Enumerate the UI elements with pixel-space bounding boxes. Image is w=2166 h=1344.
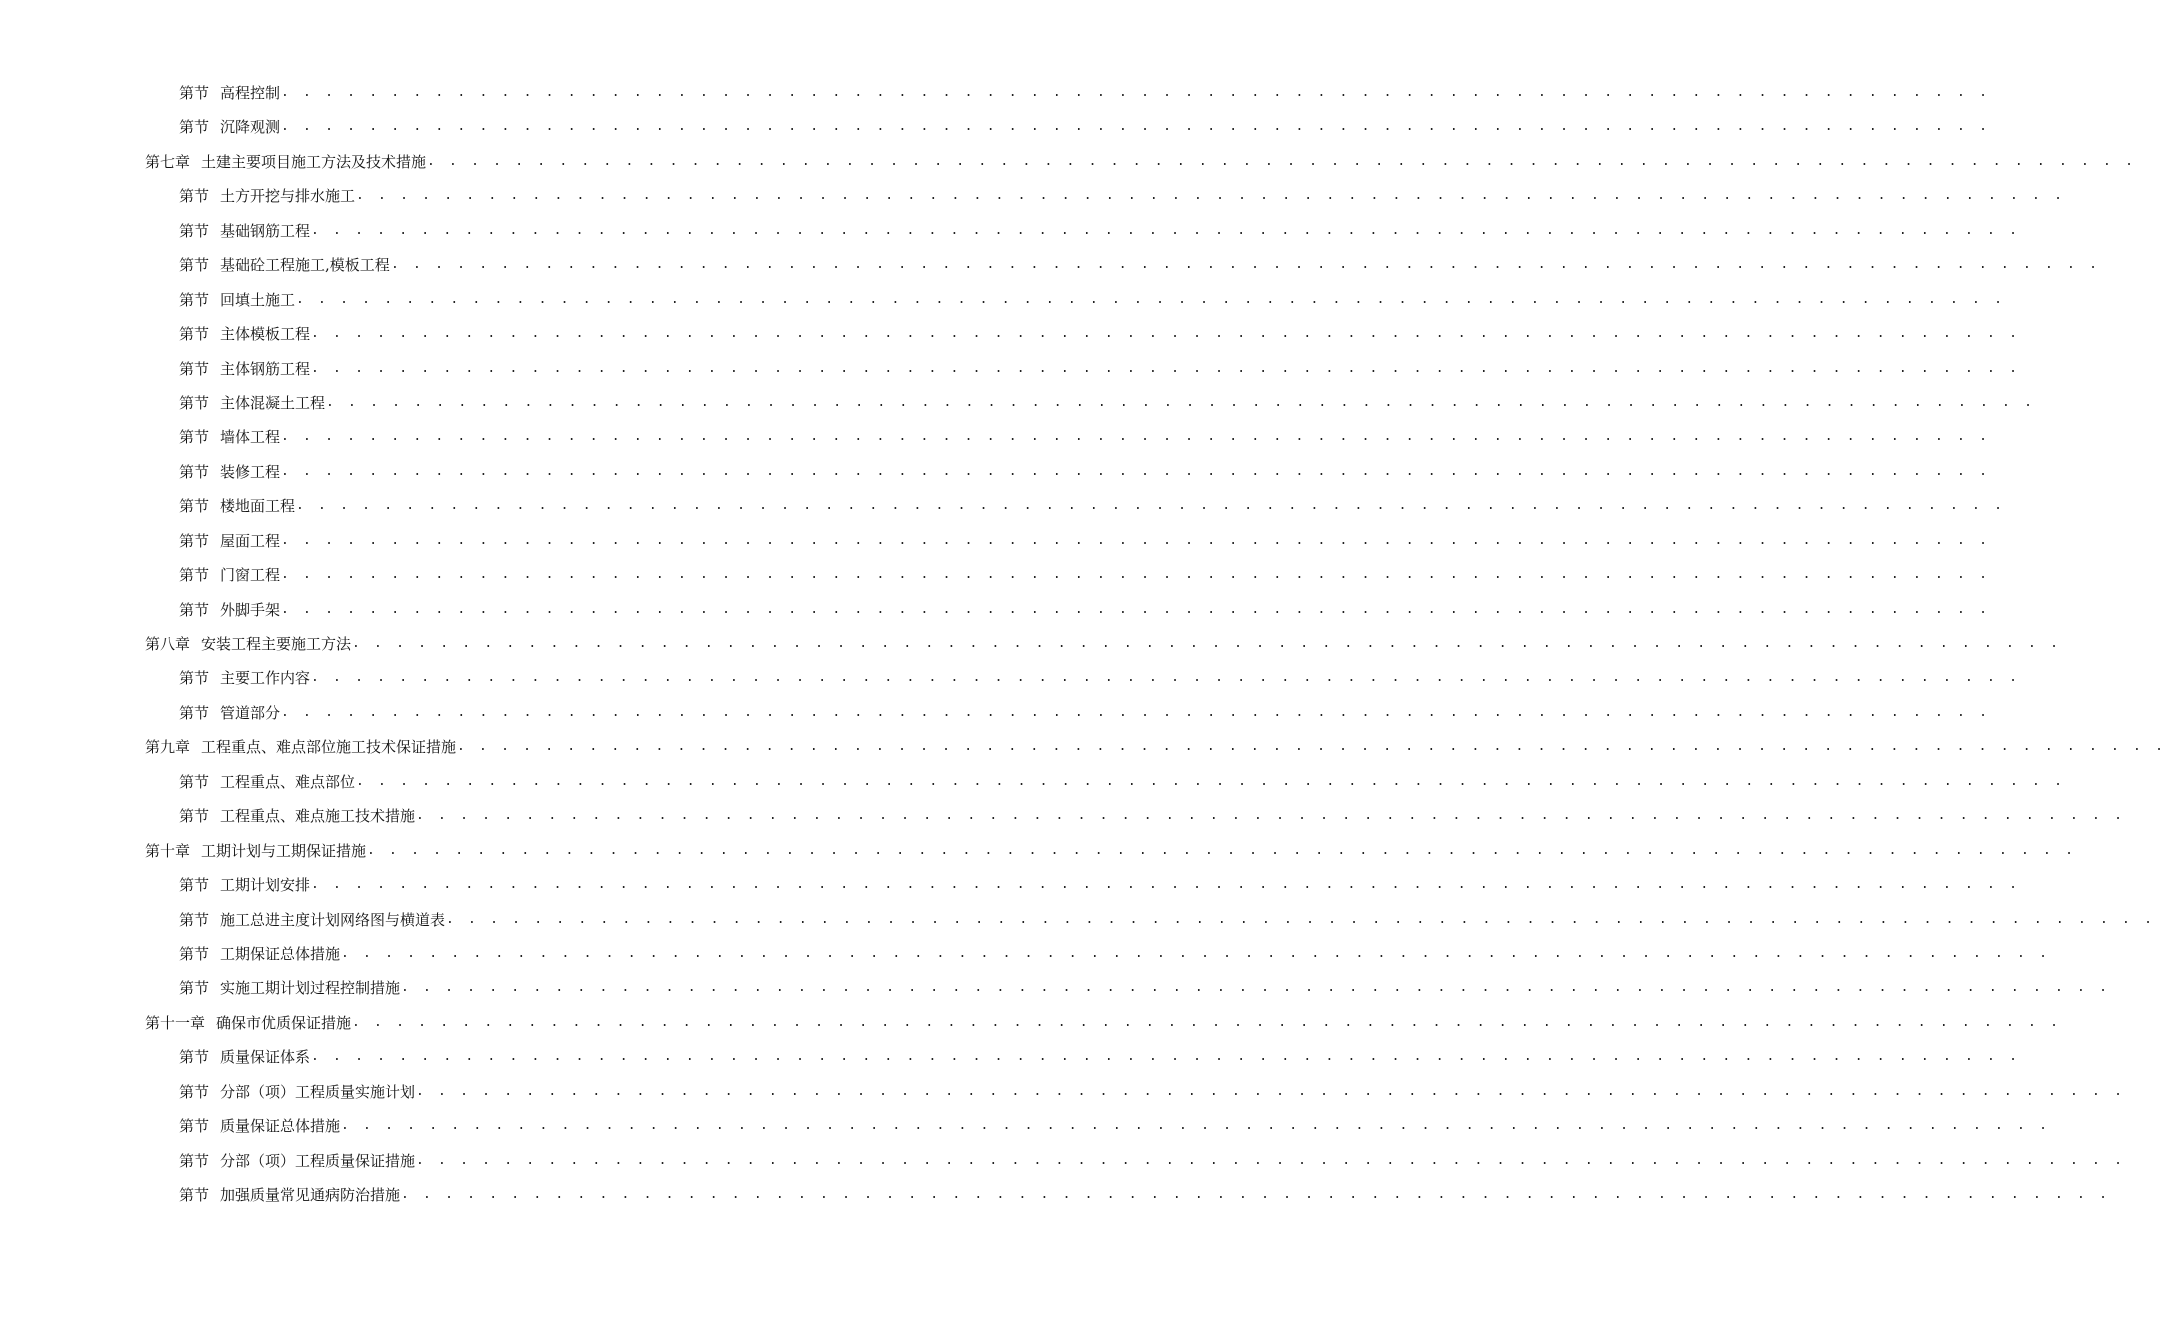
toc-section-entry xyxy=(0,489,2006,523)
toc-section-entry xyxy=(0,868,2021,902)
toc-entry-number: 第节 xyxy=(179,876,210,895)
dot-leader: . . . . . . . . . . . . . . . . . . . . . . . . . . . . . . . . . . . . . . . . . . . . . . . . . . . . . . . . . . . . . . . . . . . . . . . . . . . . . . xyxy=(281,429,1991,445)
toc-entry-text xyxy=(179,1040,311,1074)
toc-entry-text xyxy=(179,76,281,110)
dot-leader: . . . . . . . . . . . . . . . . . . . . . . . . . . . . . . . . . . . . . . . . . . . . . . . . . . . . . . . . . . . . . . . . . . . . . . . . . . . . . . xyxy=(311,222,2021,238)
toc-entry-text xyxy=(179,765,356,799)
toc-entry-number: 第节 xyxy=(179,703,210,722)
toc-entry-text xyxy=(179,386,326,420)
dot-leader: . . . . . . . . . . . . . . . . . . . . . . . . . . . . . . . . . . . . . . . . . . . . . . . . . . . . . . . . . . . . . . . . . . . . . . . . . . . . . . xyxy=(401,1187,2111,1202)
dot-leader: . . . . . . . . . . . . . . . . . . . . . . . . . . . . . . . . . . . . . . . . . . . . . . . . . . . . . . . . . . . . . . . . . . . . . . . . . . . . . . xyxy=(311,326,2021,342)
toc-entry-number: 第节 xyxy=(179,325,210,344)
toc-entry-title: 屋面工程 xyxy=(220,531,281,550)
dot-leader: . . . . . . . . . . . . . . . . . . . . . . . . . . . . . . . . . . . . . . . . . . . . . . . . . . . . . . . . . . . . . . . . . . . . . . . . . . . . . . xyxy=(311,360,2021,376)
toc-entry-title: 门窗工程 xyxy=(220,566,281,585)
toc-entry-text xyxy=(179,937,341,971)
toc-entry-title: 确保市优质保证措施 xyxy=(216,1013,352,1032)
dot-leader: . . . . . . . . . . . . . . . . . . . . . . . . . . . . . . . . . . . . . . . . . . . . . . . . . . . . . . . . . . . . . . . . . . . . . . . . . . . . . . xyxy=(367,842,2077,858)
toc-entry-title: 分部（项）工程质量实施计划 xyxy=(220,1082,416,1101)
toc-entry-title: 主体混凝土工程 xyxy=(220,393,326,412)
toc-entry-number: 第十一章 xyxy=(145,1013,206,1032)
dot-leader: . . . . . . . . . . . . . . . . . . . . . . . . . . . . . . . . . . . . . . . . . . . . . . . . . . . . . . . . . . . . . . . . . . . . . . . . . . . . . . xyxy=(356,188,2066,204)
toc-entry-text xyxy=(179,1178,401,1212)
toc-entry-text xyxy=(179,971,401,1005)
toc-entry-title: 实施工期计划过程控制措施 xyxy=(220,979,401,998)
toc-entry-title: 基础钢筋工程 xyxy=(220,221,311,240)
toc-entry-number: 第节 xyxy=(179,1082,210,1101)
toc-entry-number: 第节 xyxy=(179,772,210,791)
toc-entry-title: 管道部分 xyxy=(220,703,281,722)
toc-entry-title: 土建主要项目施工方法及技术措施 xyxy=(201,152,427,171)
toc-chapter-entry xyxy=(0,627,2062,661)
toc-entry-title: 安装工程主要施工方法 xyxy=(201,635,352,653)
toc-entry-title: 施工总进主度计划网络图与横道表 xyxy=(220,910,446,929)
toc-section-entry xyxy=(0,420,1991,454)
toc-entry-title: 主要工作内容 xyxy=(220,669,311,688)
toc-entry-text xyxy=(145,730,457,764)
toc-section-entry xyxy=(0,352,2021,386)
toc-entry-number: 第节 xyxy=(179,807,210,826)
toc-entry-text xyxy=(179,110,281,144)
toc-entry-number: 第节 xyxy=(179,118,210,137)
toc-chapter-entry xyxy=(0,145,2137,179)
toc-entry-title: 墙体工程 xyxy=(220,428,281,447)
dot-leader: . . . . . . . . . . . . . . . . . . . . . . . . . . . . . . . . . . . . . . . . . . . . . . . . . . . . . . . . . . . . . . . . . . . . . . . . . . . . . . xyxy=(326,394,2036,410)
toc-chapter-entry xyxy=(0,1006,2062,1040)
toc-entry-text xyxy=(179,489,296,523)
toc-entry-number: 第节 xyxy=(179,944,210,963)
toc-entry-text xyxy=(179,1109,341,1143)
dot-leader: . . . . . . . . . . . . . . . . . . . . . . . . . . . . . . . . . . . . . . . . . . . . . . . . . . . . . . . . . . . . . . . . . . . . . . . . . . . . . . xyxy=(281,704,1991,720)
toc-section-entry xyxy=(0,179,2066,213)
toc-entry-title: 质量保证总体措施 xyxy=(220,1117,341,1136)
toc-entry-number: 第节 xyxy=(179,600,210,619)
dot-leader: . . . . . . . . . . . . . . . . . . . . . . . . . . . . . . . . . . . . . . . . . . . . . . . . . . . . . . . . . . . . . . . . . . . . . . . . . . . . . . xyxy=(427,153,2137,169)
toc-section-entry xyxy=(0,903,2156,937)
toc-entry-text xyxy=(179,903,446,937)
dot-leader: . . . . . . . . . . . . . . . . . . . . . . . . . . . . . . . . . . . . . . . . . . . . . . . . . . . . . . . . . . . . . . . . . . . . . . . . . . . . . . xyxy=(446,911,2156,927)
dot-leader: . . . . . . . . . . . . . . . . . . . . . . . . . . . . . . . . . . . . . . . . . . . . . . . . . . . . . . . . . . . . . . . . . . . . . . . . . . . . . . xyxy=(281,85,1991,100)
toc-entry-title: 工期计划安排 xyxy=(220,876,311,895)
toc-entry-number: 第节 xyxy=(179,1117,210,1136)
toc-entry-text xyxy=(145,627,352,661)
toc-entry-text xyxy=(179,283,296,317)
toc-section-entry xyxy=(0,558,1991,592)
dot-leader: . . . . . . . . . . . . . . . . . . . . . . . . . . . . . . . . . . . . . . . . . . . . . . . . . . . . . . . . . . . . . . . . . . . . . . . . . . . . . . xyxy=(311,1049,2021,1065)
dot-leader: . . . . . . . . . . . . . . . . . . . . . . . . . . . . . . . . . . . . . . . . . . . . . . . . . . . . . . . . . . . . . . . . . . . . . . . . . . . . . . xyxy=(311,670,2021,686)
toc-section-entry xyxy=(0,1075,2126,1109)
toc-section-entry xyxy=(0,76,1991,110)
toc-entry-text xyxy=(179,593,281,627)
toc-section-entry xyxy=(0,765,2066,799)
toc-section-entry xyxy=(0,971,2111,1005)
toc-entry-number: 第节 xyxy=(179,910,210,929)
toc-section-entry xyxy=(0,317,2021,351)
toc-entry-text xyxy=(179,696,281,730)
toc-entry-number: 第九章 xyxy=(145,738,191,757)
toc-entry-number: 第节 xyxy=(179,187,210,206)
dot-leader: . . . . . . . . . . . . . . . . . . . . . . . . . . . . . . . . . . . . . . . . . . . . . . . . . . . . . . . . . . . . . . . . . . . . . . . . . . . . . . xyxy=(391,257,2101,273)
toc-entry-number: 第节 xyxy=(179,221,210,240)
toc-entry-text xyxy=(179,868,311,902)
dot-leader: . . . . . . . . . . . . . . . . . . . . . . . . . . . . . . . . . . . . . . . . . . . . . . . . . . . . . . . . . . . . . . . . . . . . . . . . . . . . . . xyxy=(281,601,1991,617)
toc-entry-number: 第节 xyxy=(179,256,210,275)
toc-entry-text xyxy=(179,317,311,351)
dot-leader: . . . . . . . . . . . . . . . . . . . . . . . . . . . . . . . . . . . . . . . . . . . . . . . . . . . . . . . . . . . . . . . . . . . . . . . . . . . . . . xyxy=(281,567,1991,583)
toc-entry-title: 分部（项）工程质量保证措施 xyxy=(220,1151,416,1170)
toc-entry-text xyxy=(179,420,281,454)
toc-entry-title: 工程重点、难点部位 xyxy=(220,772,356,791)
toc-section-entry xyxy=(0,1040,2021,1074)
toc-entry-title: 主体钢筋工程 xyxy=(220,359,311,378)
toc-section-entry xyxy=(0,799,2126,833)
dot-leader: . . . . . . . . . . . . . . . . . . . . . . . . . . . . . . . . . . . . . . . . . . . . . . . . . . . . . . . . . . . . . . . . . . . . . . . . . . . . . . xyxy=(457,739,2166,755)
dot-leader: . . . . . . . . . . . . . . . . . . . . . . . . . . . . . . . . . . . . . . . . . . . . . . . . . . . . . . . . . . . . . . . . . . . . . . . . . . . . . . xyxy=(356,773,2066,789)
dot-leader: . . . . . . . . . . . . . . . . . . . . . . . . . . . . . . . . . . . . . . . . . . . . . . . . . . . . . . . . . . . . . . . . . . . . . . . . . . . . . . xyxy=(281,119,1991,135)
dot-leader: . . . . . . . . . . . . . . . . . . . . . . . . . . . . . . . . . . . . . . . . . . . . . . . . . . . . . . . . . . . . . . . . . . . . . . . . . . . . . . xyxy=(341,945,2051,961)
toc-entry-title: 加强质量常见通病防治措施 xyxy=(220,1186,401,1204)
toc-entry-number: 第节 xyxy=(179,1186,210,1204)
toc-section-entry xyxy=(0,386,2036,420)
dot-leader: . . . . . . . . . . . . . . . . . . . . . . . . . . . . . . . . . . . . . . . . . . . . . . . . . . . . . . . . . . . . . . . . . . . . . . . . . . . . . . xyxy=(281,463,1991,479)
toc-entry-text xyxy=(179,1144,416,1178)
toc-entry-number: 第节 xyxy=(179,290,210,309)
toc-entry-text xyxy=(145,834,367,868)
toc-entry-number: 第节 xyxy=(179,428,210,447)
toc-entry-number: 第节 xyxy=(179,979,210,998)
toc-entry-title: 工期计划与工期保证措施 xyxy=(201,841,367,860)
dot-leader: . . . . . . . . . . . . . . . . . . . . . . . . . . . . . . . . . . . . . . . . . . . . . . . . . . . . . . . . . . . . . . . . . . . . . . . . . . . . . . xyxy=(416,1083,2126,1099)
toc-entry-title: 装修工程 xyxy=(220,462,281,481)
dot-leader: . . . . . . . . . . . . . . . . . . . . . . . . . . . . . . . . . . . . . . . . . . . . . . . . . . . . . . . . . . . . . . . . . . . . . . . . . . . . . . xyxy=(281,532,1991,548)
toc-section-entry xyxy=(0,593,1991,627)
toc-entry-title: 质量保证体系 xyxy=(220,1048,311,1067)
toc-entry-number: 第节 xyxy=(179,462,210,481)
toc-entry-title: 土方开挖与排水施工 xyxy=(220,187,356,206)
toc-entry-text xyxy=(179,352,311,386)
toc-entry-text xyxy=(179,248,391,282)
dot-leader: . . . . . . . . . . . . . . . . . . . . . . . . . . . . . . . . . . . . . . . . . . . . . . . . . . . . . . . . . . . . . . . . . . . . . . . . . . . . . . xyxy=(296,498,2006,514)
dot-leader: . . . . . . . . . . . . . . . . . . . . . . . . . . . . . . . . . . . . . . . . . . . . . . . . . . . . . . . . . . . . . . . . . . . . . . . . . . . . . . xyxy=(311,877,2021,893)
toc-entry-title: 高程控制 xyxy=(220,84,281,102)
toc-entry-number: 第节 xyxy=(179,531,210,550)
toc-chapter-entry xyxy=(0,730,2166,764)
toc-entry-number: 第十章 xyxy=(145,841,191,860)
toc-entry-title: 回填土施工 xyxy=(220,290,296,309)
toc-entry-number: 第七章 xyxy=(145,152,191,171)
toc-section-entry xyxy=(0,283,2006,317)
toc-entry-text xyxy=(179,455,281,489)
toc-section-entry xyxy=(0,661,2021,695)
toc-entry-number: 第节 xyxy=(179,1151,210,1170)
dot-leader: . . . . . . . . . . . . . . . . . . . . . . . . . . . . . . . . . . . . . . . . . . . . . . . . . . . . . . . . . . . . . . . . . . . . . . . . . . . . . . xyxy=(341,1118,2051,1134)
toc-section-entry xyxy=(0,455,1991,489)
dot-leader: . . . . . . . . . . . . . . . . . . . . . . . . . . . . . . . . . . . . . . . . . . . . . . . . . . . . . . . . . . . . . . . . . . . . . . . . . . . . . . xyxy=(296,291,2006,307)
toc-entry-number: 第节 xyxy=(179,84,210,102)
toc-entry-title: 工期保证总体措施 xyxy=(220,944,341,963)
toc-section-entry xyxy=(0,524,1991,558)
toc-entry-text xyxy=(145,1006,352,1040)
toc-entry-title: 沉降观测 xyxy=(220,118,281,137)
toc-section-entry xyxy=(0,696,1991,730)
toc-section-entry xyxy=(0,214,2021,248)
toc-entry-number: 第节 xyxy=(179,359,210,378)
dot-leader: . . . . . . . . . . . . . . . . . . . . . . . . . . . . . . . . . . . . . . . . . . . . . . . . . . . . . . . . . . . . . . . . . . . . . . . . . . . . . . xyxy=(401,980,2111,996)
toc-entry-number: 第八章 xyxy=(145,635,191,653)
table-of-contents xyxy=(0,76,2166,1212)
toc-entry-text xyxy=(179,558,281,592)
toc-entry-title: 楼地面工程 xyxy=(220,497,296,516)
toc-entry-text xyxy=(179,1075,416,1109)
dot-leader: . . . . . . . . . . . . . . . . . . . . . . . . . . . . . . . . . . . . . . . . . . . . . . . . . . . . . . . . . . . . . . . . . . . . . . . . . . . . . . xyxy=(352,1014,2062,1030)
toc-section-entry xyxy=(0,1144,2126,1178)
toc-entry-text xyxy=(179,661,311,695)
toc-entry-number: 第节 xyxy=(179,393,210,412)
toc-section-entry xyxy=(0,937,2051,971)
toc-entry-title: 主体模板工程 xyxy=(220,325,311,344)
toc-entry-text xyxy=(179,179,356,213)
toc-section-entry xyxy=(0,1178,2111,1212)
toc-entry-number: 第节 xyxy=(179,497,210,516)
dot-leader: . . . . . . . . . . . . . . . . . . . . . . . . . . . . . . . . . . . . . . . . . . . . . . . . . . . . . . . . . . . . . . . . . . . . . . . . . . . . . . xyxy=(416,808,2126,824)
toc-entry-title: 工程重点、难点施工技术措施 xyxy=(220,807,416,826)
toc-entry-title: 基础砼工程施工,模板工程 xyxy=(220,256,390,275)
toc-entry-text xyxy=(179,799,416,833)
toc-entry-title: 外脚手架 xyxy=(220,600,281,619)
toc-entry-text xyxy=(179,524,281,558)
dot-leader: . . . . . . . . . . . . . . . . . . . . . . . . . . . . . . . . . . . . . . . . . . . . . . . . . . . . . . . . . . . . . . . . . . . . . . . . . . . . . . xyxy=(352,636,2062,651)
toc-entry-text xyxy=(179,214,311,248)
toc-section-entry xyxy=(0,248,2101,282)
toc-section-entry xyxy=(0,110,1991,144)
toc-entry-number: 第节 xyxy=(179,566,210,585)
toc-entry-number: 第节 xyxy=(179,1048,210,1067)
dot-leader: . . . . . . . . . . . . . . . . . . . . . . . . . . . . . . . . . . . . . . . . . . . . . . . . . . . . . . . . . . . . . . . . . . . . . . . . . . . . . . xyxy=(416,1152,2126,1168)
toc-entry-title: 工程重点、难点部位施工技术保证措施 xyxy=(201,738,457,757)
toc-entry-text xyxy=(145,145,427,179)
toc-section-entry xyxy=(0,1109,2051,1143)
toc-chapter-entry xyxy=(0,834,2077,868)
toc-entry-number: 第节 xyxy=(179,669,210,688)
